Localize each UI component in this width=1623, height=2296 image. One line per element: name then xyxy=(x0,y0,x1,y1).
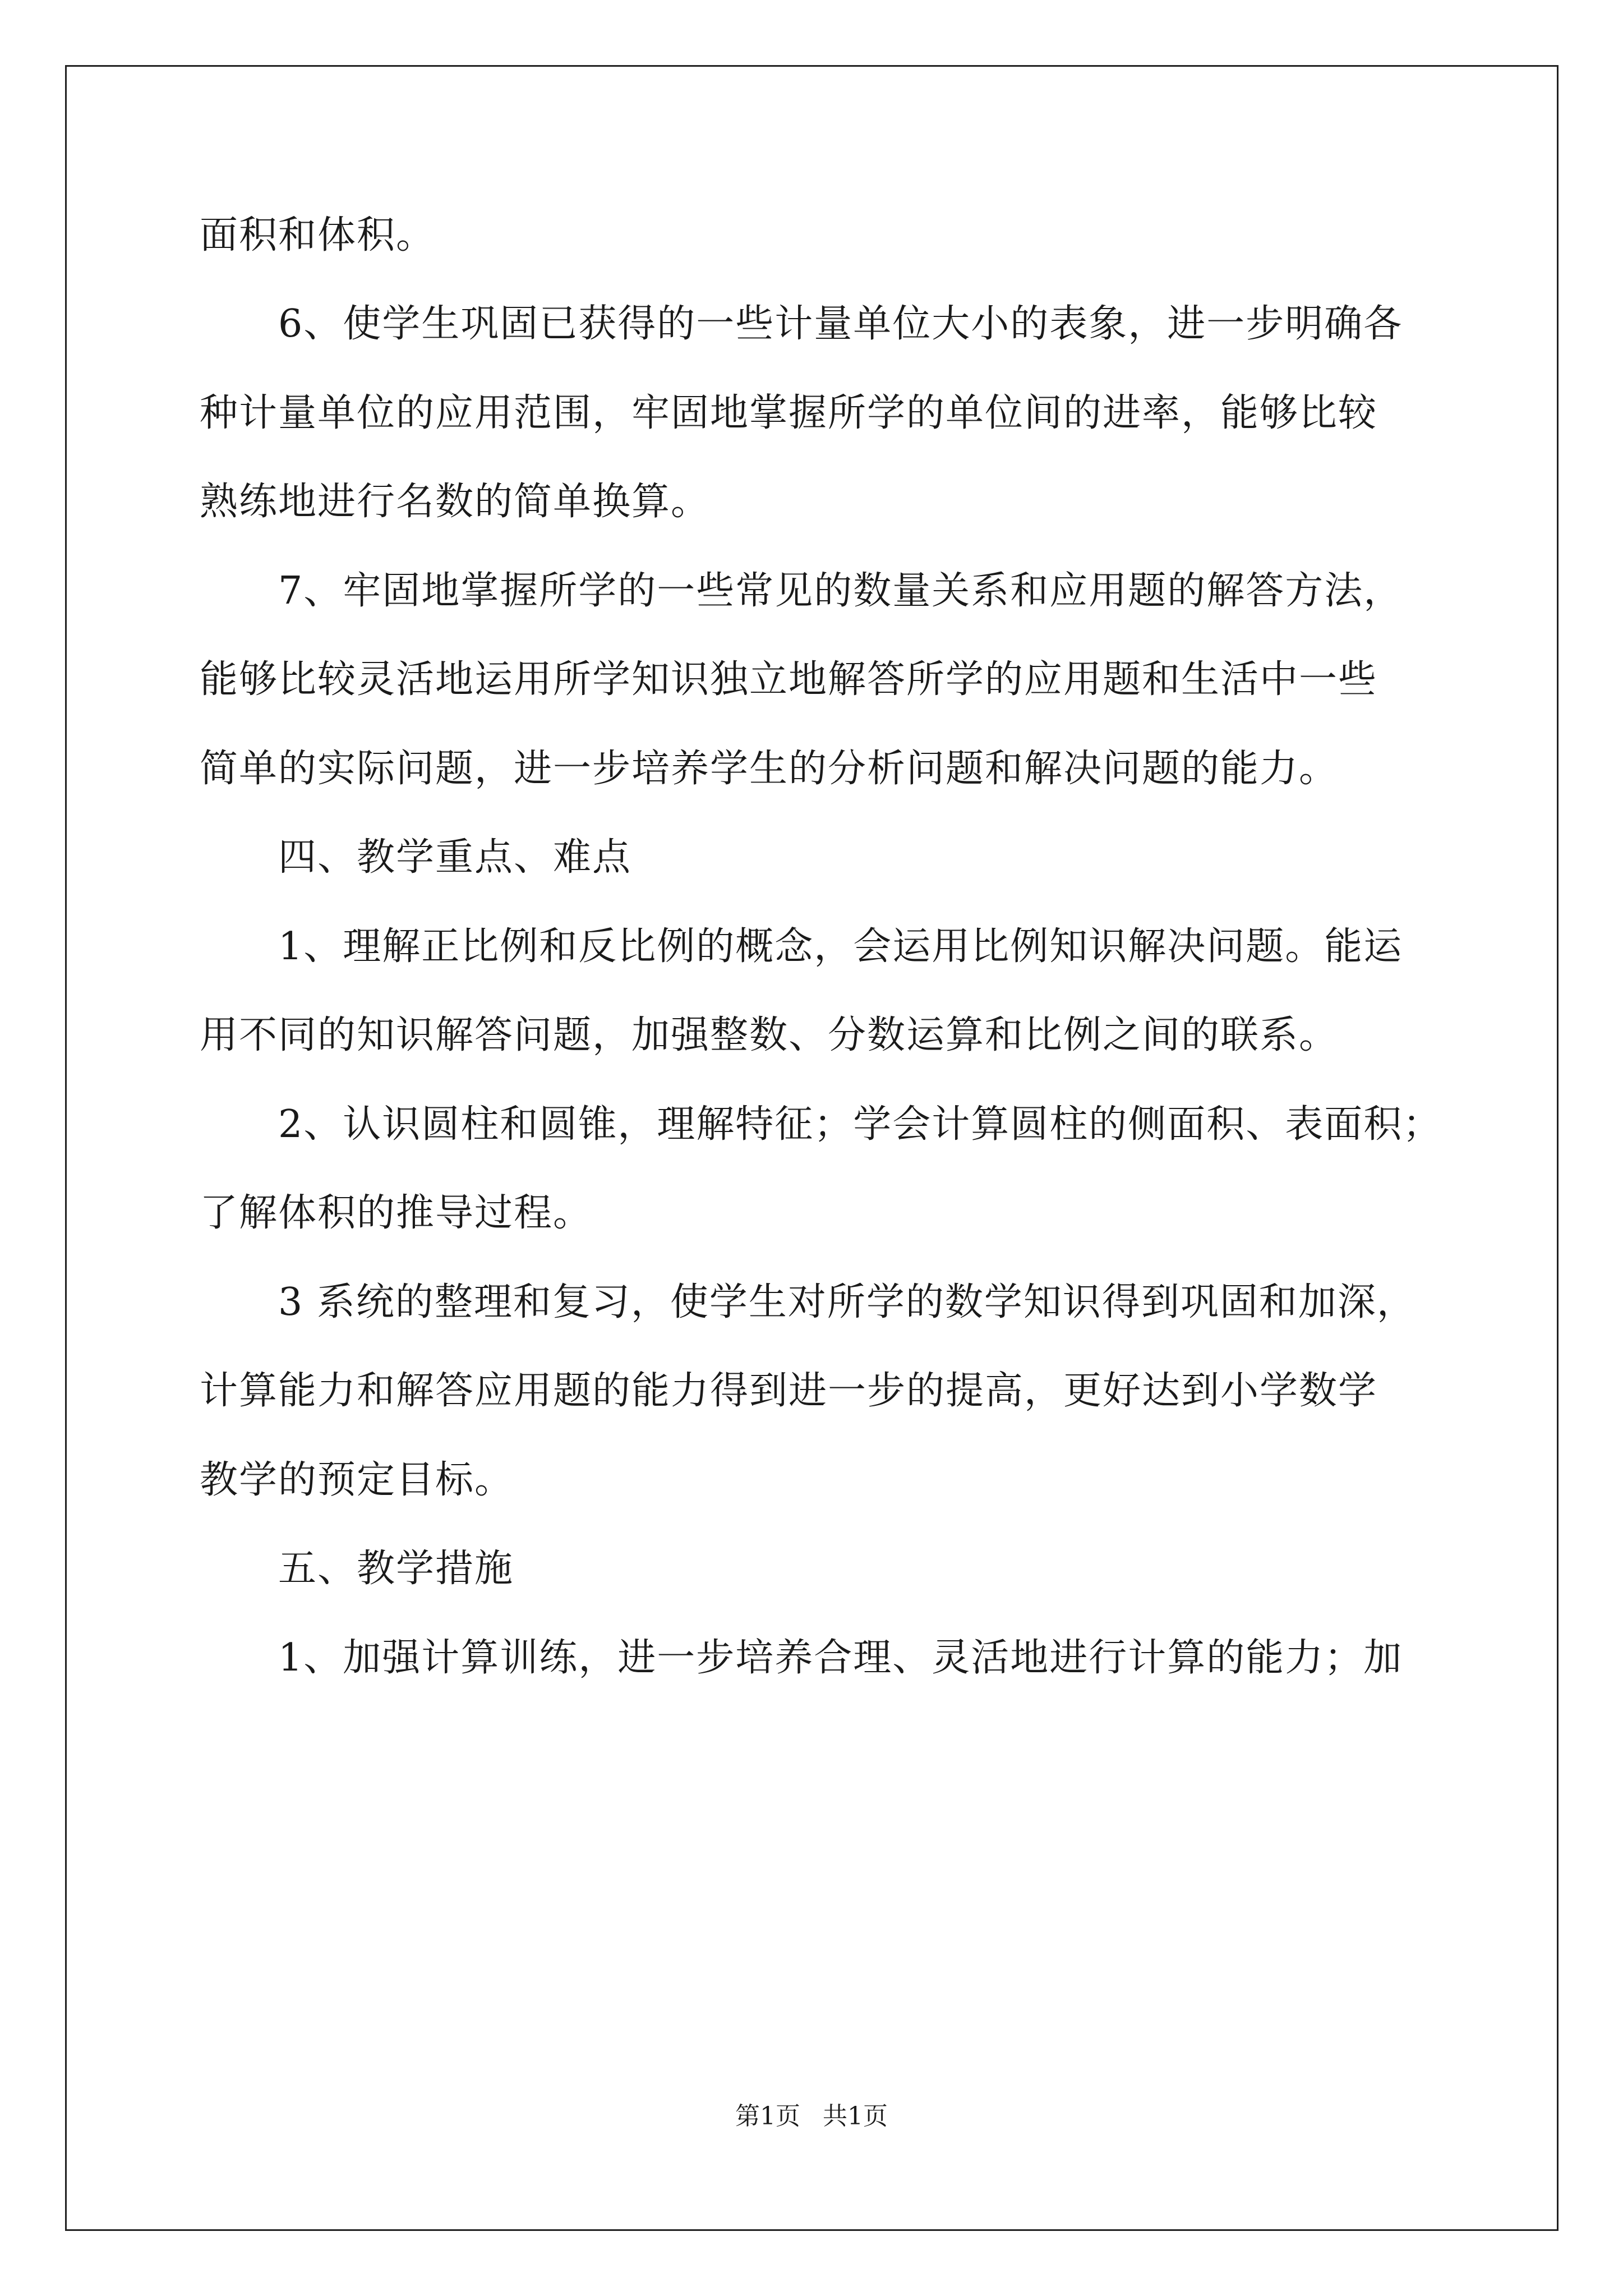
text-line: 3 系统的整理和复习，使学生对所学的数学知识得到巩固和加深， xyxy=(278,1280,1416,1324)
text-line: 7、牢固地掌握所学的一些常见的数量关系和应用题的解答方法， xyxy=(278,569,1403,613)
text-line: 教学的预定目标。 xyxy=(200,1458,514,1502)
text-line: 简单的实际问题，进一步培养学生的分析问题和解决问题的能力。 xyxy=(200,747,1339,791)
text-line: 2、认识圆柱和圆锥，理解特征；学会计算圆柱的侧面积、表面积； xyxy=(278,1102,1442,1147)
text-line: 了解体积的推导过程。 xyxy=(200,1191,593,1235)
text-line: 6、使学生巩固已获得的一些计量单位大小的表象，进一步明确各 xyxy=(278,302,1403,346)
text-line: 1、理解正比例和反比例的概念，会运用比例知识解决问题。能运 xyxy=(278,924,1403,969)
text-line: 1、加强计算训练，进一步培养合理、灵活地进行计算的能力；加 xyxy=(278,1636,1403,1680)
text-line: 熟练地进行名数的简单换算。 xyxy=(200,480,711,524)
section-heading: 四、教学重点、难点 xyxy=(278,835,632,880)
page-number-current: 第1页 xyxy=(735,2102,800,2131)
text-line: 计算能力和解答应用题的能力得到进一步的提高，更好达到小学数学 xyxy=(200,1369,1378,1413)
section-heading: 五、教学措施 xyxy=(278,1547,514,1591)
page-number-total: 共1页 xyxy=(823,2102,888,2131)
text-line: 用不同的知识解答问题，加强整数、分数运算和比例之间的联系。 xyxy=(200,1013,1339,1057)
page-border xyxy=(65,65,1559,2231)
page-footer xyxy=(0,2101,1623,2132)
text-line: 能够比较灵活地运用所学知识独立地解答所学的应用题和生活中一些 xyxy=(200,657,1378,702)
text-line: 面积和体积。 xyxy=(200,213,436,257)
text-line: 种计量单位的应用范围，牢固地掌握所学的单位间的进率，能够比较 xyxy=(200,391,1378,435)
